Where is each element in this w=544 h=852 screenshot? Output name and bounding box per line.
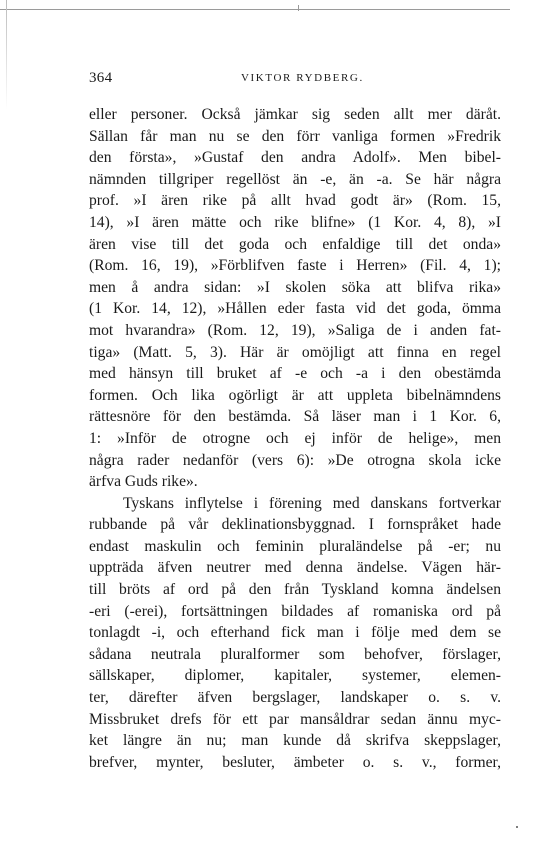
text-line: till bröts af ord på den från Tyskland komna ändelsen [89, 581, 501, 599]
text-line: Tyskans inflytelse i förening med danskans fortverkar [123, 494, 501, 512]
page-number: 364 [89, 70, 113, 86]
page-header [89, 70, 499, 90]
text-line: formen. Och lika ogörligt är att uppleta bibelnämndens [89, 386, 501, 404]
text-line: tiga» (Matt. 5, 3). Här är omöjligt att finna en regel [89, 343, 501, 361]
text-line: endast maskulin och feminin pluraländelse på -er; nu [89, 537, 501, 555]
text-line: brefver, mynter, besluter, ämbeter o. s. v., former, [89, 753, 501, 771]
margin-speck [516, 826, 518, 828]
text-line: -eri (-erei), fortsättningen bildades af romaniska ord på [89, 602, 501, 620]
text-line: uppträda äfven neutrer med denna ändelse. Vägen här- [89, 559, 501, 577]
text-line: prof. »I ären rike på allt hvad godt är» (Rom. 15, [89, 192, 501, 210]
text-line: 1: »Inför de otrogne och ej inför de helige», men [89, 429, 501, 447]
text-line: eller personer. Också jämkar sig seden allt mer däråt. [89, 106, 501, 123]
text-line: sådana neutrala pluralformer som behofver, förslager, [89, 645, 501, 663]
text-line: ter, därefter äfven bergslager, landskaper o. s. v. [89, 689, 501, 707]
body-text [89, 104, 501, 773]
text-line: (1 Kor. 14, 12), »Hållen eder fasta vid det goda, ömma [89, 300, 501, 318]
top-rule [0, 9, 510, 10]
text-line: ären vise till det goda och enfaldige till det onda» [89, 235, 501, 253]
left-margin-line [6, 0, 7, 110]
text-line: tonlagdt -i, och efterhand fick man i följe med dem se [89, 624, 501, 642]
text-line: (Rom. 16, 19), »Förblifven faste i Herren» (Fil. 4, 1); [89, 257, 501, 275]
text-line: ket längre än nu; man kunde då skrifva skeppslager, [89, 732, 501, 750]
text-line: 14), »I ären mätte och rike blifne» (1 Kor. 4, 8), »I [89, 213, 501, 231]
text-line: rubbande på vår deklinationsbyggnad. I fornspråket hade [89, 516, 501, 534]
text-line: några rader nedanför (vers 6): »De otrogna skola icke [89, 451, 501, 469]
text-line: den första», »Gustaf den andra Adolf». Men bibel- [89, 149, 501, 167]
paragraph-2 [89, 493, 501, 774]
text-line: med hänsyn till bruket af -e och -a i den obestämda [89, 365, 501, 383]
text-line: rättesnöre för den bestämda. Så läser man i 1 Kor. 6, [89, 408, 501, 426]
top-rule-tick [298, 5, 299, 11]
text-line: ärfva Guds rike». [89, 473, 198, 491]
text-line: Missbruket drefs för ett par mansåldrar sedan ännu myc- [89, 710, 501, 728]
text-line: Sällan får man nu se den förr vanliga formen »Fredrik [89, 127, 501, 145]
text-line: sällskaper, diplomer, kapitaler, systemer, elemen- [89, 667, 501, 685]
paragraph-1 [89, 104, 501, 493]
text-line: nämnden tillgriper regellöst än -e, än -a. Se här några [89, 170, 501, 188]
text-line: men å andra sidan: »I skolen söka att blifva rika» [89, 278, 501, 296]
running-head: VIKTOR RYDBERG. [241, 72, 364, 84]
text-line: mot hvarandra» (Rom. 12, 19), »Saliga de i anden fat- [89, 321, 501, 339]
